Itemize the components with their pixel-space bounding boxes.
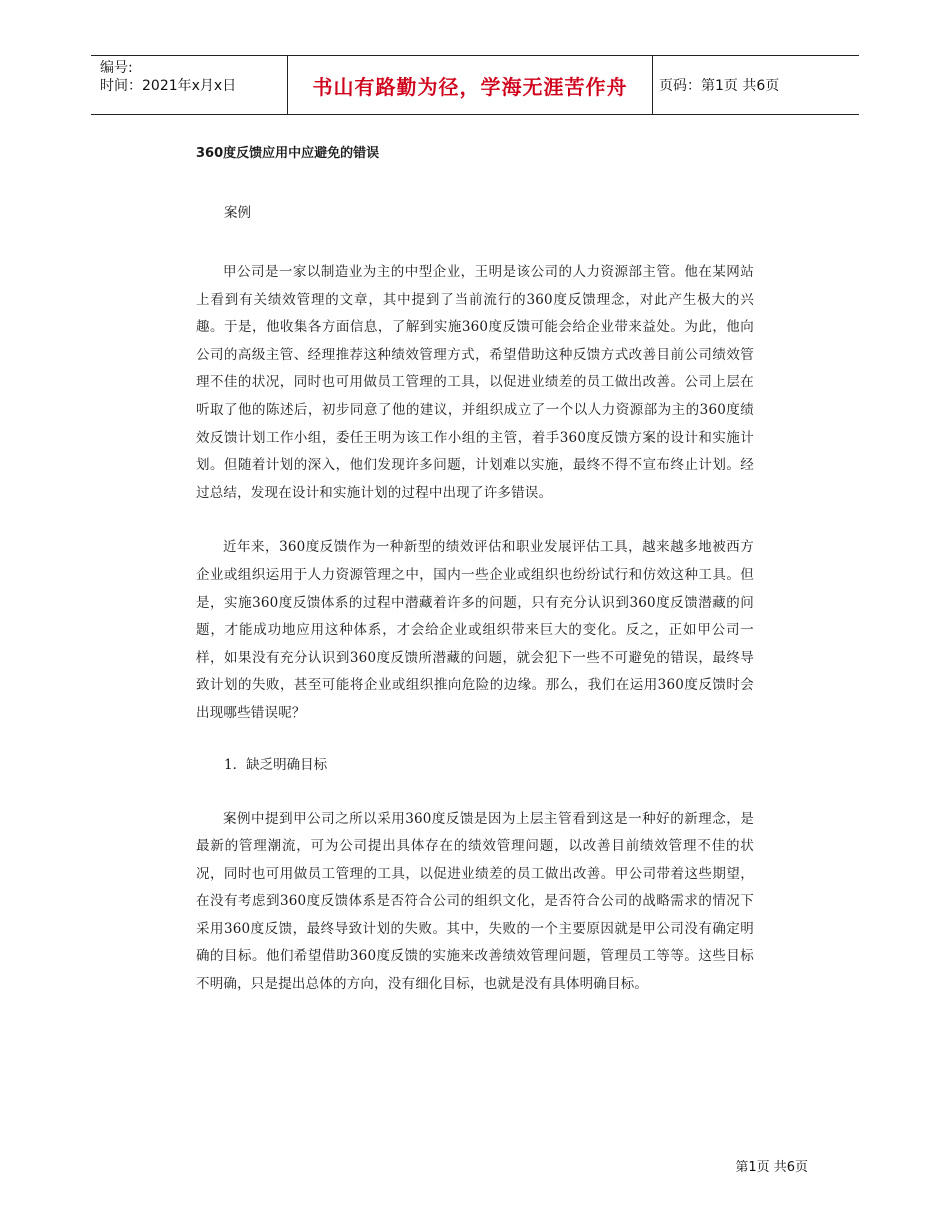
section-heading: 1．缺乏明确目标 (224, 756, 328, 773)
header-divider-right (652, 56, 653, 114)
paragraph-background: 近年来，360度反馈作为一种新型的绩效评估和职业发展评估工具，越来越多地被西方企业或组织运用于人力资源管理之中，国内一些企业或组织也纷纷试行和仿效这种工具。但是，实施360度反馈体系的过程中潜藏着许多的问题，只有充分认识到360度反馈潜藏的问题，才能成功地应用这种体系，才会给企业或组织带来巨大的变化。反之，正如甲公司一样，如果没有充分认识到360度反馈所潜藏的问题，就会犯下一些不可避免的错误，最终导致计划的失败，甚至可能将企业或组织推向危险的边缘。那么，我们在运用360度反馈时会出现哪些错误呢？ (196, 539, 754, 721)
document-title: 360度反馈应用中应避免的错误 (196, 146, 380, 161)
document-body (196, 143, 754, 999)
header-motto: 书山有路勤为径，学海无涯苦作舟 (312, 74, 628, 99)
footer-page-info: 第1页 共6页 (735, 1160, 808, 1175)
paragraph-case-description: 甲公司是一家以制造业为主的中型企业，王明是该公司的人力资源部主管。他在某网站上看到有关绩效管理的文章，其中提到了当前流行的360度反馈理念，对此产生极大的兴趣。于是，他收集各方面信息，了解到实施360度反馈可能会给企业带来益处。为此，他向公司的高级主管、经理推荐这种绩效管理方式，希望借助这种反馈方式改善目前公司绩效管理不佳的状况，同时也可用做员工管理的工具，以促进业绩差的员工做出改善。公司上层在听取了他的陈述后，初步同意了他的建议，并组织成立了一个以人力资源部为主的360度绩效反馈计划工作小组，委任王明为该工作小组的主管，着手360度反馈方案的设计和实施计划。但随着计划的深入，他们发现许多问题，计划难以实施，最终不得不宣布终止计划。经过总结，发现在设计和实施计划的过程中出现了许多错误。 (196, 264, 754, 501)
document-time-label: 时间：2021年x月x日 (100, 78, 237, 94)
header-meta (100, 59, 285, 95)
document-number-label: 编号: (100, 60, 133, 76)
document-header (91, 55, 859, 115)
case-label: 案例 (224, 205, 251, 221)
paragraph-lack-of-goals: 案例中提到甲公司之所以采用360度反馈是因为上层主管看到这是一种好的新理念，是最新的管理潮流，可为公司提出具体存在的绩效管理问题，以改善目前绩效管理不佳的状况，同时也可用做员工管理的工具，以促进业绩差的员工做出改善。甲公司带着这些期望，在没有考虑到360度反馈体系是否符合公司的组织文化，是否符合公司的战略需求的情况下采用360度反馈，最终导致计划的失败。其中，失败的一个主要原因就是甲公司没有确定明确的目标。他们希望借助360度反馈的实施来改善绩效管理问题，管理员工等等。这些目标不明确，只是提出总体的方向，没有细化目标，也就是没有具体明确目标。 (196, 810, 754, 993)
header-page-info: 页码：第1页 共6页 (659, 78, 780, 94)
